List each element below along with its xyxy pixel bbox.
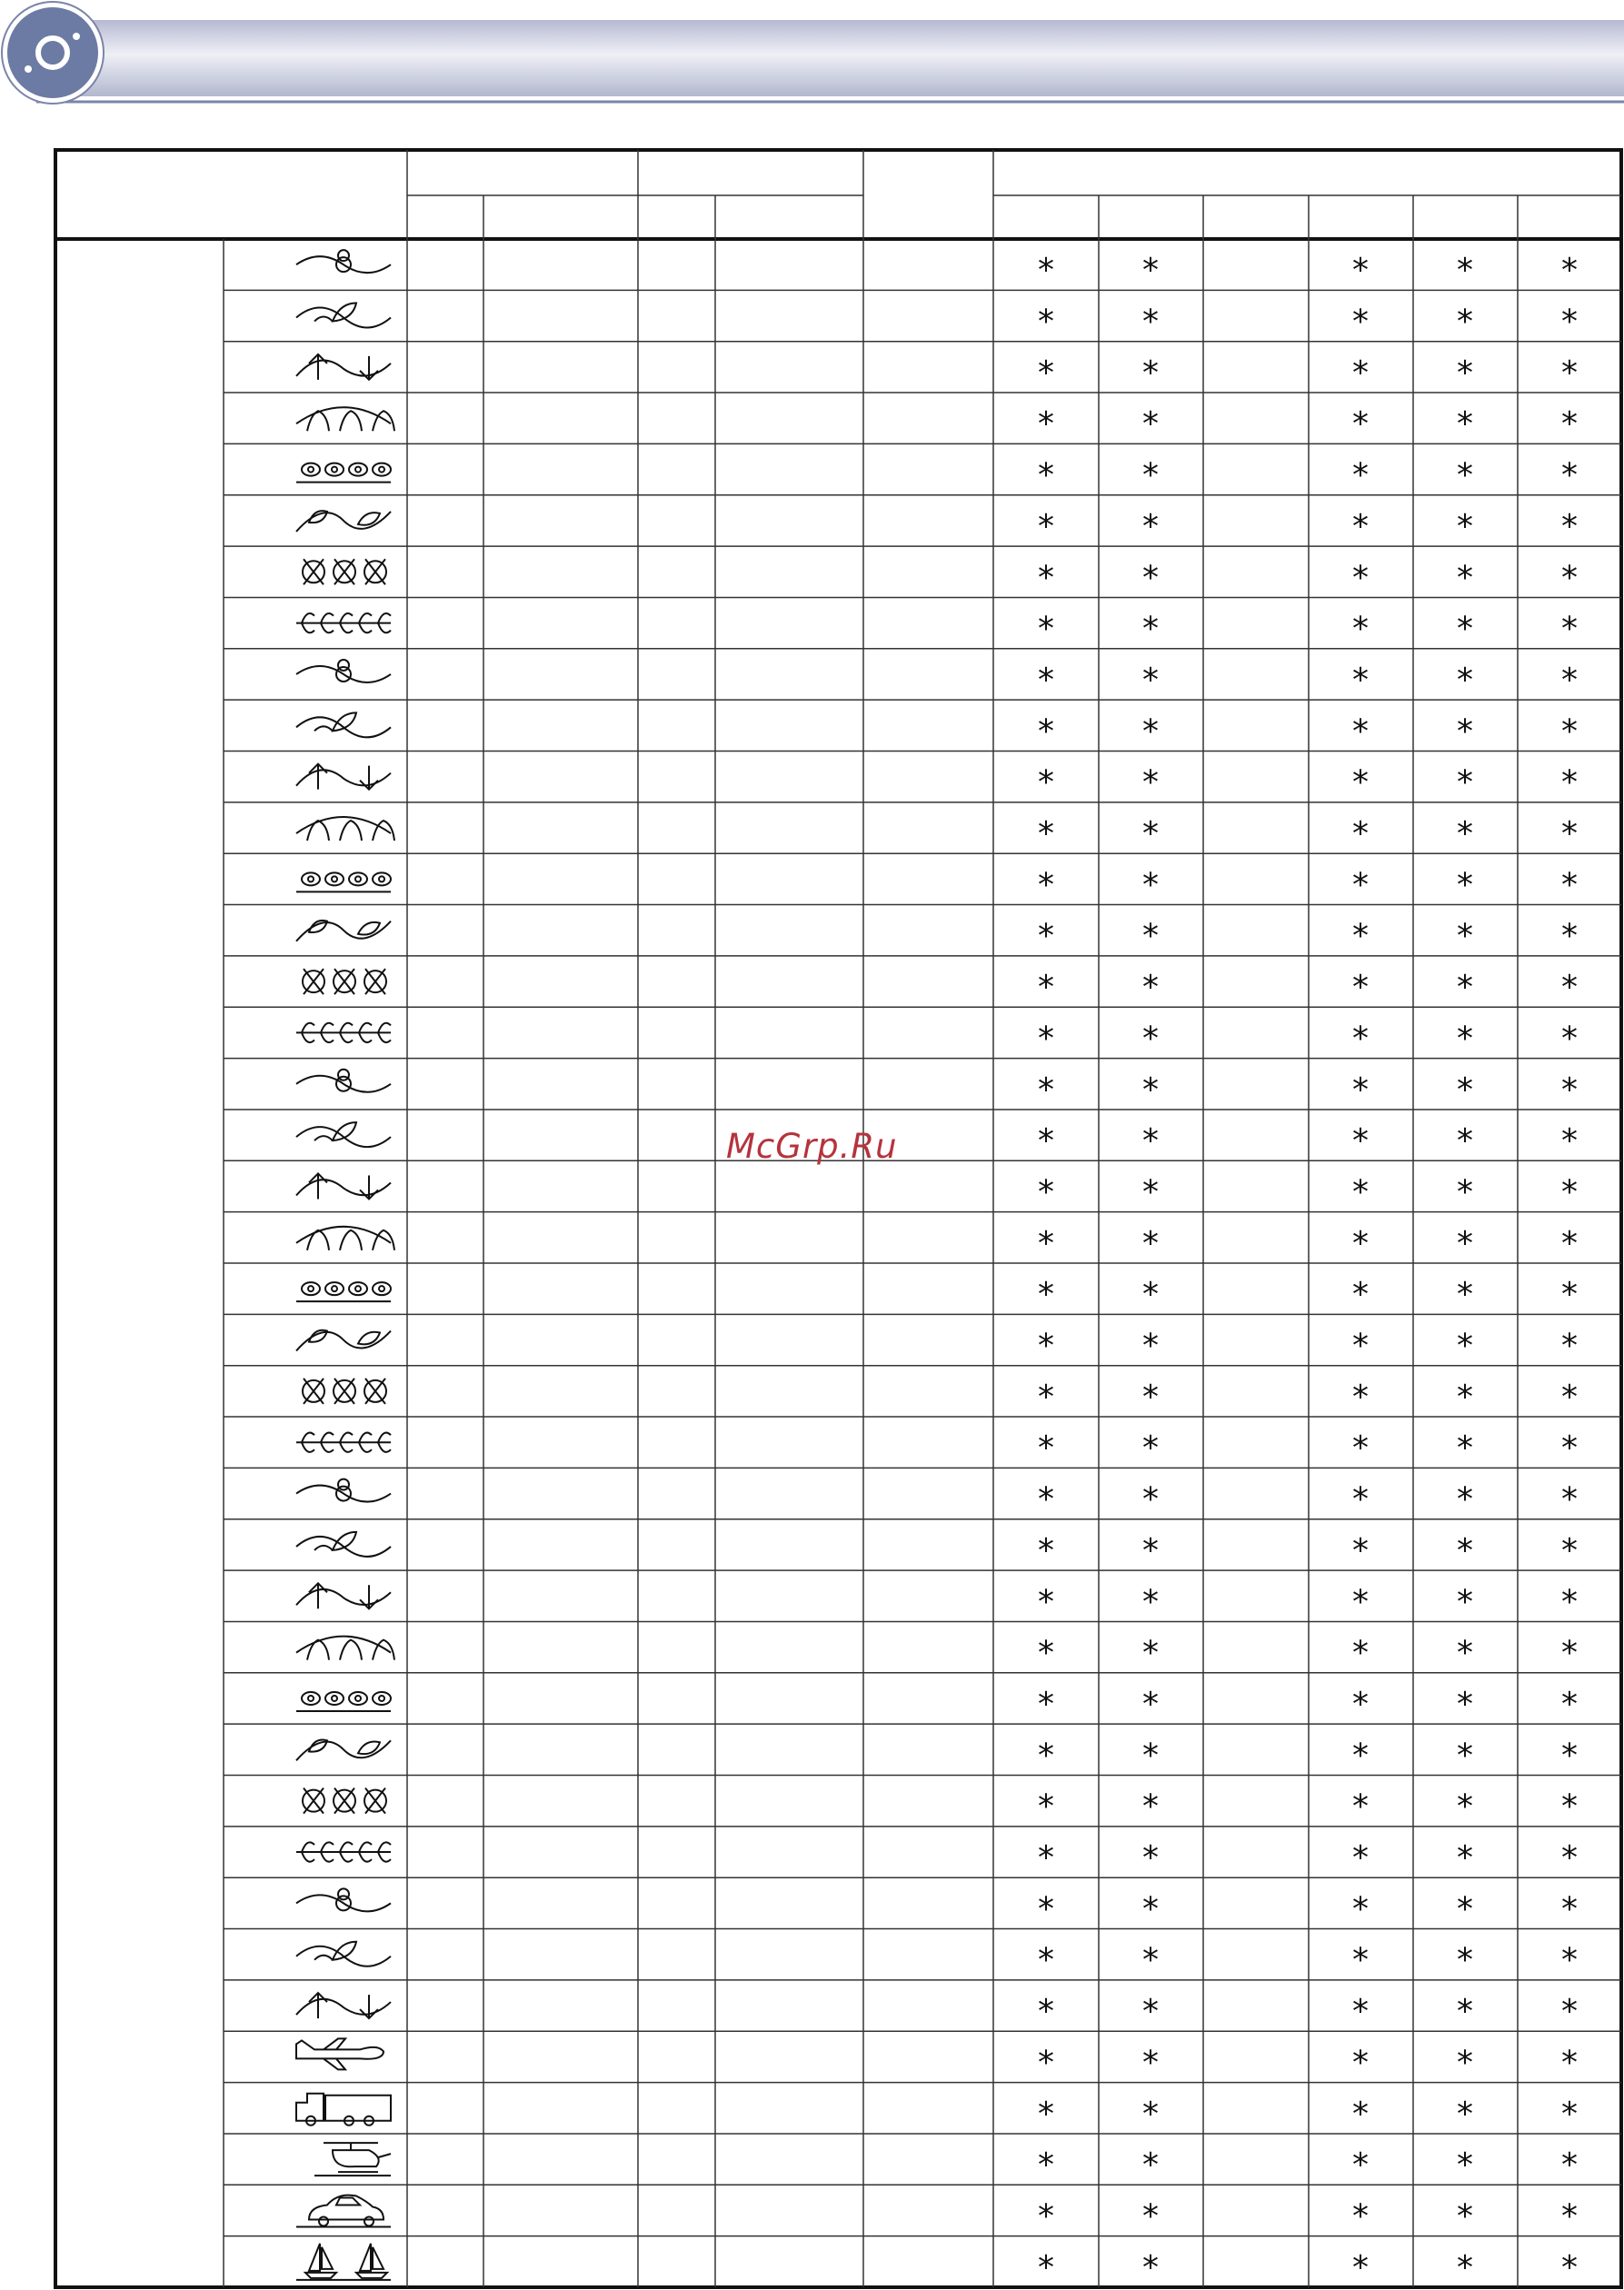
- asterisk-mark: *: [1561, 661, 1578, 699]
- asterisk-mark: *: [1561, 763, 1578, 802]
- asterisk-mark: *: [1352, 1276, 1369, 1314]
- asterisk-mark: *: [1457, 303, 1473, 341]
- table-frame: [55, 150, 1621, 2287]
- asterisk-mark: *: [1142, 969, 1159, 1007]
- asterisk-mark: *: [1142, 1993, 1159, 2031]
- asterisk-mark: *: [1457, 1224, 1473, 1262]
- flower-swirl-icon: [296, 250, 391, 273]
- asterisk-mark: *: [1038, 661, 1054, 699]
- asterisk-mark: *: [1038, 1737, 1054, 1775]
- asterisk-mark: *: [1038, 763, 1054, 802]
- asterisk-mark: *: [1038, 610, 1054, 648]
- asterisk-mark: *: [1457, 252, 1473, 290]
- asterisk-mark: *: [1038, 1480, 1054, 1518]
- asterisk-mark: *: [1352, 2197, 1369, 2235]
- asterisk-mark: *: [1142, 1070, 1159, 1109]
- asterisk-mark: *: [1038, 1583, 1054, 1621]
- asterisk-mark: *: [1352, 559, 1369, 597]
- asterisk-mark: *: [1142, 1787, 1159, 1826]
- asterisk-mark: *: [1457, 1583, 1473, 1621]
- asterisk-mark: *: [1561, 969, 1578, 1007]
- asterisk-mark: *: [1142, 405, 1159, 443]
- asterisk-mark: *: [1352, 712, 1369, 751]
- asterisk-mark: *: [1142, 1890, 1159, 1928]
- asterisk-mark: *: [1561, 1020, 1578, 1058]
- asterisk-mark: *: [1352, 969, 1369, 1007]
- asterisk-mark: *: [1038, 303, 1054, 341]
- asterisk-mark: *: [1142, 1224, 1159, 1262]
- asterisk-mark: *: [1142, 1737, 1159, 1775]
- asterisk-mark: *: [1142, 763, 1159, 802]
- asterisk-mark: *: [1561, 1429, 1578, 1468]
- asterisk-mark: *: [1352, 1122, 1369, 1160]
- wave-pattern-icon: [296, 1993, 391, 2018]
- asterisk-mark: *: [1142, 2197, 1159, 2235]
- stitch-icons: [296, 250, 394, 2280]
- tulip-row-icon: [296, 1023, 391, 1042]
- asterisk-mark: *: [1457, 2197, 1473, 2235]
- bead-chain-icon: [296, 1637, 394, 1660]
- asterisk-mark: *: [1038, 1020, 1054, 1058]
- asterisk-mark: *: [1142, 1685, 1159, 1723]
- asterisk-mark: *: [1352, 1634, 1369, 1672]
- asterisk-mark: *: [1038, 1941, 1054, 1979]
- asterisk-mark: *: [1038, 456, 1054, 494]
- asterisk-mark: *: [1038, 1890, 1054, 1928]
- asterisk-mark: *: [1352, 1787, 1369, 1826]
- asterisk-mark: *: [1142, 559, 1159, 597]
- asterisk-mark: *: [1142, 1429, 1159, 1468]
- rose-vine-icon: [296, 921, 391, 941]
- asterisk-mark: *: [1561, 866, 1578, 904]
- asterisk-mark: *: [1561, 559, 1578, 597]
- asterisk-mark: *: [1561, 507, 1578, 545]
- asterisk-mark: *: [1457, 712, 1473, 751]
- asterisk-mark: *: [1561, 1276, 1578, 1314]
- asterisk-mark: *: [1561, 2197, 1578, 2235]
- asterisk-mark: *: [1142, 507, 1159, 545]
- asterisk-mark: *: [1561, 1737, 1578, 1775]
- asterisk-mark: *: [1142, 2044, 1159, 2082]
- asterisk-mark: *: [1457, 763, 1473, 802]
- asterisk-mark: *: [1352, 2146, 1369, 2185]
- asterisk-mark: *: [1561, 1378, 1578, 1416]
- daisy-row-icon: [296, 1122, 391, 1147]
- asterisk-mark: *: [1457, 1480, 1473, 1518]
- leaf-branch-icon: [303, 559, 386, 584]
- asterisk-mark: *: [1561, 1583, 1578, 1621]
- asterisk-mark: *: [1352, 1378, 1369, 1416]
- asterisk-mark: *: [1561, 1787, 1578, 1826]
- asterisk-mark: *: [1561, 1839, 1578, 1877]
- asterisk-mark: *: [1457, 405, 1473, 443]
- asterisk-mark: *: [1457, 2146, 1473, 2185]
- asterisk-mark: *: [1038, 969, 1054, 1007]
- asterisk-mark: *: [1561, 456, 1578, 494]
- asterisk-mark: *: [1352, 1890, 1369, 1928]
- asterisk-mark: *: [1038, 353, 1054, 392]
- asterisk-mark: *: [1561, 1327, 1578, 1365]
- bold-leaves-icon: [296, 613, 391, 632]
- asterisk-mark: *: [1457, 353, 1473, 392]
- asterisk-mark: *: [1457, 1020, 1473, 1058]
- asterisk-mark: *: [1561, 815, 1578, 853]
- asterisk-mark: *: [1561, 1941, 1578, 1979]
- asterisk-mark: *: [1457, 2044, 1473, 2082]
- asterisk-mark: *: [1561, 1173, 1578, 1211]
- asterisk-mark: *: [1142, 2248, 1159, 2286]
- asterisk-mark: *: [1457, 559, 1473, 597]
- leaf-pod-icon: [296, 1583, 391, 1608]
- asterisk-mark: *: [1352, 1839, 1369, 1877]
- asterisk-mark: *: [1142, 917, 1159, 955]
- car-icon: [296, 2195, 391, 2227]
- tulip-wave-icon: [296, 407, 394, 431]
- flower-scroll-icon: [296, 1330, 391, 1351]
- scroll-ornament-icon: [296, 1740, 391, 1761]
- ivy-vine-icon: [296, 1433, 391, 1452]
- asterisk-mark: *: [1561, 2248, 1578, 2286]
- asterisk-mark: *: [1038, 1634, 1054, 1672]
- asterisk-mark: *: [1352, 2248, 1369, 2286]
- asterisk-mark: *: [1457, 1685, 1473, 1723]
- asterisk-mark: *: [1352, 507, 1369, 545]
- asterisk-mark: *: [1352, 1737, 1369, 1775]
- asterisk-mark: *: [1038, 1070, 1054, 1109]
- asterisk-mark: *: [1352, 610, 1369, 648]
- asterisk-mark: *: [1142, 661, 1159, 699]
- asterisk-mark: *: [1038, 1122, 1054, 1160]
- asterisk-mark: *: [1038, 917, 1054, 955]
- asterisk-mark: *: [1561, 1890, 1578, 1928]
- petal-row-icon: [296, 1227, 394, 1250]
- asterisk-mark: *: [1561, 712, 1578, 751]
- asterisk-mark: *: [1457, 507, 1473, 545]
- asterisk-mark: *: [1352, 661, 1369, 699]
- bow-garland-icon: [296, 463, 391, 483]
- asterisk-mark: *: [1352, 1993, 1369, 2031]
- asterisk-mark: *: [1561, 610, 1578, 648]
- asterisk-mark: *: [1352, 2095, 1369, 2133]
- asterisk-mark: *: [1561, 2044, 1578, 2082]
- leaf-scroll-icon: [296, 712, 391, 737]
- asterisk-mark: *: [1038, 1993, 1054, 2031]
- table-marks: [1038, 252, 1578, 2286]
- rose-cluster-icon: [296, 817, 394, 841]
- asterisk-mark: *: [1352, 815, 1369, 853]
- asterisk-mark: *: [1457, 1327, 1473, 1365]
- asterisk-mark: *: [1561, 353, 1578, 392]
- asterisk-mark: *: [1352, 1429, 1369, 1468]
- asterisk-mark: *: [1457, 866, 1473, 904]
- asterisk-mark: *: [1352, 1224, 1369, 1262]
- asterisk-mark: *: [1038, 507, 1054, 545]
- leaf-pair-icon: [296, 1842, 391, 1861]
- arch-wave-icon: [303, 1788, 386, 1814]
- asterisk-mark: *: [1038, 1224, 1054, 1262]
- asterisk-mark: *: [1561, 252, 1578, 290]
- asterisk-mark: *: [1142, 1122, 1159, 1160]
- asterisk-mark: *: [1038, 252, 1054, 290]
- asterisk-mark: *: [1038, 712, 1054, 751]
- truck-icon: [296, 2094, 391, 2126]
- asterisk-mark: *: [1038, 866, 1054, 904]
- asterisk-mark: *: [1352, 1173, 1369, 1211]
- asterisk-mark: *: [1457, 1070, 1473, 1109]
- asterisk-mark: *: [1352, 405, 1369, 443]
- asterisk-mark: *: [1142, 866, 1159, 904]
- asterisk-mark: *: [1457, 1993, 1473, 2031]
- asterisk-mark: *: [1561, 1531, 1578, 1569]
- asterisk-mark: *: [1038, 1787, 1054, 1826]
- asterisk-mark: *: [1142, 1327, 1159, 1365]
- asterisk-mark: *: [1142, 1634, 1159, 1672]
- asterisk-mark: *: [1352, 1327, 1369, 1365]
- veined-leaf-icon: [296, 1532, 391, 1557]
- asterisk-mark: *: [1142, 303, 1159, 341]
- asterisk-mark: *: [1352, 917, 1369, 955]
- asterisk-mark: *: [1352, 1941, 1369, 1979]
- asterisk-mark: *: [1352, 2044, 1369, 2082]
- twig-row-icon: [303, 1379, 386, 1404]
- watermark: McGrp.Ru: [726, 1127, 898, 1166]
- asterisk-mark: *: [1561, 405, 1578, 443]
- asterisk-mark: *: [1457, 917, 1473, 955]
- asterisk-mark: *: [1038, 2146, 1054, 2185]
- bow-swag-icon: [296, 511, 391, 532]
- asterisk-mark: *: [1457, 1737, 1473, 1775]
- asterisk-mark: *: [1352, 1480, 1369, 1518]
- asterisk-mark: *: [1352, 456, 1369, 494]
- asterisk-mark: *: [1142, 1020, 1159, 1058]
- asterisk-mark: *: [1561, 2095, 1578, 2133]
- asterisk-mark: *: [1352, 353, 1369, 392]
- asterisk-mark: *: [1561, 1122, 1578, 1160]
- asterisk-mark: *: [1457, 610, 1473, 648]
- asterisk-mark: *: [1038, 1429, 1054, 1468]
- asterisk-mark: *: [1142, 456, 1159, 494]
- asterisk-mark: *: [1142, 252, 1159, 290]
- lotus-row-icon: [296, 1888, 391, 1911]
- asterisk-mark: *: [1352, 763, 1369, 802]
- asterisk-mark: *: [1142, 1531, 1159, 1569]
- asterisk-mark: *: [1352, 1583, 1369, 1621]
- arrow-wave-icon: [296, 354, 391, 380]
- dashed-leaf-icon: [296, 660, 391, 682]
- star-flower-row-icon: [296, 1942, 391, 1966]
- asterisk-mark: *: [1457, 815, 1473, 853]
- asterisk-mark: *: [1457, 661, 1473, 699]
- asterisk-mark: *: [1457, 1173, 1473, 1211]
- asterisk-mark: *: [1038, 1173, 1054, 1211]
- asterisk-mark: *: [1457, 1378, 1473, 1416]
- asterisk-mark: *: [1038, 2197, 1054, 2235]
- asterisk-mark: *: [1561, 917, 1578, 955]
- asterisk-mark: *: [1561, 1224, 1578, 1262]
- asterisk-mark: *: [1352, 1070, 1369, 1109]
- asterisk-mark: *: [1561, 1480, 1578, 1518]
- table-grid: [55, 150, 1621, 2287]
- asterisk-mark: *: [1457, 2095, 1473, 2133]
- asterisk-mark: *: [1457, 1429, 1473, 1468]
- blossom-vine-icon: [303, 969, 386, 994]
- asterisk-mark: *: [1142, 1583, 1159, 1621]
- asterisk-mark: *: [1142, 1378, 1159, 1416]
- knot-chain-icon: [296, 1692, 391, 1711]
- leaf-tendril-icon: [296, 1282, 391, 1301]
- asterisk-mark: *: [1352, 1685, 1369, 1723]
- flower-garland-icon: [296, 764, 391, 790]
- asterisk-mark: *: [1142, 1480, 1159, 1518]
- asterisk-mark: *: [1142, 353, 1159, 392]
- asterisk-mark: *: [1457, 1941, 1473, 1979]
- asterisk-mark: *: [1457, 1839, 1473, 1877]
- sailboat-icon: [296, 2244, 391, 2280]
- asterisk-mark: *: [1142, 712, 1159, 751]
- asterisk-mark: *: [1142, 610, 1159, 648]
- asterisk-mark: *: [1561, 1993, 1578, 2031]
- asterisk-mark: *: [1352, 866, 1369, 904]
- clover-heart-icon: [296, 1070, 391, 1092]
- asterisk-mark: *: [1561, 1634, 1578, 1672]
- asterisk-mark: *: [1142, 815, 1159, 853]
- asterisk-mark: *: [1561, 1685, 1578, 1723]
- asterisk-mark: *: [1457, 1276, 1473, 1314]
- pansy-row-icon: [296, 872, 391, 891]
- asterisk-mark: *: [1561, 2146, 1578, 2185]
- asterisk-mark: *: [1038, 405, 1054, 443]
- asterisk-mark: *: [1352, 1531, 1369, 1569]
- asterisk-mark: *: [1561, 1070, 1578, 1109]
- helicopter-icon: [314, 2143, 391, 2176]
- butterfly-row-icon: [296, 1173, 391, 1199]
- asterisk-mark: *: [1142, 1173, 1159, 1211]
- asterisk-mark: *: [1038, 1378, 1054, 1416]
- asterisk-mark: *: [1352, 1020, 1369, 1058]
- asterisk-mark: *: [1142, 2146, 1159, 2185]
- asterisk-mark: *: [1142, 2095, 1159, 2133]
- asterisk-mark: *: [1038, 1276, 1054, 1314]
- asterisk-mark: *: [1457, 456, 1473, 494]
- asterisk-mark: *: [1142, 1941, 1159, 1979]
- asterisk-mark: *: [1457, 969, 1473, 1007]
- asterisk-mark: *: [1038, 2044, 1054, 2082]
- asterisk-mark: *: [1457, 1890, 1473, 1928]
- asterisk-mark: *: [1038, 2248, 1054, 2286]
- leaf-swirl-icon: [296, 304, 391, 328]
- asterisk-mark: *: [1457, 1787, 1473, 1826]
- asterisk-mark: *: [1038, 1531, 1054, 1569]
- fern-row-icon: [296, 1479, 391, 1502]
- asterisk-mark: *: [1352, 303, 1369, 341]
- asterisk-mark: *: [1457, 2248, 1473, 2286]
- airplane-icon: [296, 2038, 384, 2069]
- asterisk-mark: *: [1038, 2095, 1054, 2133]
- asterisk-mark: *: [1457, 1122, 1473, 1160]
- asterisk-mark: *: [1457, 1634, 1473, 1672]
- asterisk-mark: *: [1038, 1327, 1054, 1365]
- asterisk-mark: *: [1142, 1839, 1159, 1877]
- asterisk-mark: *: [1457, 1531, 1473, 1569]
- asterisk-mark: *: [1038, 815, 1054, 853]
- asterisk-mark: *: [1142, 1276, 1159, 1314]
- asterisk-mark: *: [1038, 1839, 1054, 1877]
- asterisk-mark: *: [1038, 1685, 1054, 1723]
- asterisk-mark: *: [1038, 559, 1054, 597]
- asterisk-mark: *: [1561, 303, 1578, 341]
- asterisk-mark: *: [1352, 252, 1369, 290]
